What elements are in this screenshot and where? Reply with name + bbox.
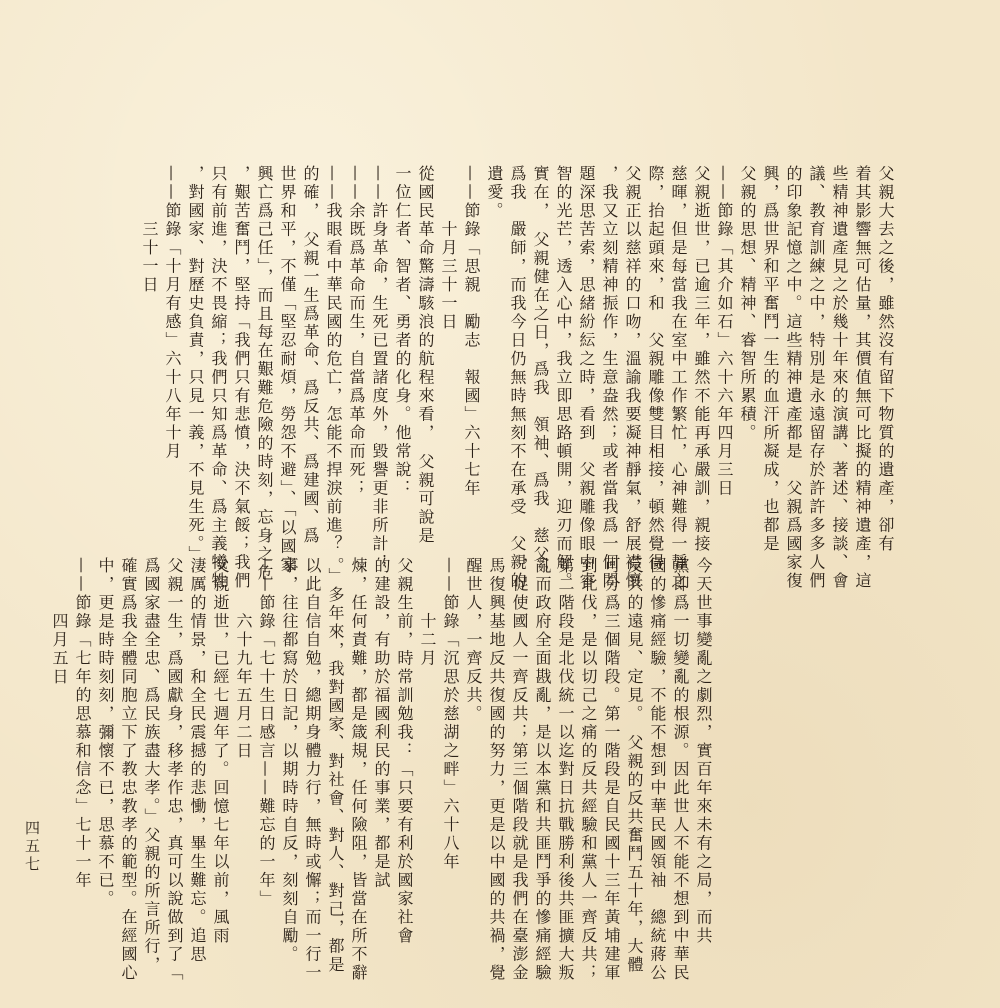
text-line: 議、教育訓練之中，特別是永遠留存於許許多多人們 [807,165,826,591]
top-paragraph-3 [184,165,437,591]
text-line: 以此自信自勉，總期身體力行，無時或懈；而一行一 [303,557,322,983]
text-line: 父親逝世，已經七週年了。回憶七年以前，風雨 [211,557,230,946]
bottom-paragraph-1 [462,557,715,983]
text-line: 。」多年來，我對國家、對社會、對人、對己，都是 [326,557,345,975]
text-line: 確實爲我全體同胞立下了教忠教孝的範型。在經國心 [119,557,138,983]
text-line: 父親逝世，已逾三年，雖然不能再承嚴訓，親接 [692,165,711,554]
bottom-citation-1-date: 十二月 [418,557,437,668]
text-line: 只有前進，決不畏縮；我們只知爲革命、爲主義犧牲 [209,165,228,591]
text-line: 亂而政府全面戡亂，是以本黨和共匪鬥爭的慘痛經驗 [533,557,552,983]
text-line: ，對國家、對歷史負責，只見一義，不見生死。」 [186,165,205,564]
text-line: 父親的思想、精神、睿智所累積。 [738,165,757,443]
top-citation-2-date: 十月三十一日 [439,165,458,332]
text-line: 第二階段是北伐統一以迄對日抗戰勝利後共匪擴大叛 [556,557,575,983]
text-line: ，促使國人一齊反共；第三個階段就是我們在臺澎金 [510,557,529,983]
text-line: 着其影響無可估量，其價值無可比擬的精神遺產，這 [853,165,872,591]
top-text-section [138,165,897,591]
bottom-citation-2-date: 六十九年五月二日 [234,557,253,761]
text-line: 父親大去之後，雖然沒有留下物質的遺產，卻有 [876,165,895,554]
bottom-paragraph-3 [94,557,232,983]
text-line: 題深思苦索，思緒紛紜之時，看到 父親雕像眼中睿 [577,165,596,591]
text-line: 一位仁者、智者、勇者的化身。他常說： [393,165,412,498]
text-line: 到北伐，是以切己之痛的反共經驗和黨人一齊反共； [579,557,598,983]
text-line: 的印象記憶之中。這些精神遺產都是 父親爲國家復 [784,165,803,591]
top-citation-3-date: 三十一日 [140,165,159,295]
bottom-paragraph-2 [278,557,416,983]
text-line: ——許身革命，生死已置諸度外，毀譽更非所計； [370,165,389,572]
text-line: 淒厲的情景，和全民震撼的悲慟，畢生難忘。追思 [188,557,207,964]
bottom-citation-1: ——節錄「沉思於慈湖之畔」六十八年 [441,557,460,872]
top-citation-3: ——節錄「十月有感」六十八年十月 [163,165,182,461]
text-line: 際，抬起頭來，和 父親雕像雙目相接，頓然覺得 [646,165,665,572]
text-line: ，我又立刻精神振作，生意盎然；或者當我爲一個問 [600,165,619,591]
text-line: ——我眼看中華民國的危亡，怎能不捍淚前進？ [324,165,343,554]
text-line: 黨即爲一切變亂的根源。因此世人不能不想到中華民 [671,557,690,983]
text-line: 父親正以慈祥的口吻，溫諭我要凝神靜氣，舒展襟懷 [623,165,642,591]
text-line: 父親一生，爲國獻身，移孝作忠，真可以說做到了「 [165,557,184,983]
top-citation-2: ——節錄「思親 勵志 報國」六十七年 [462,165,481,498]
text-line: ——余既爲革命而生，自當爲革命而死； [347,165,366,498]
text-line: 可分爲三個階段。第一階段是自民國十三年黃埔建軍 [602,557,621,983]
top-paragraph-1 [736,165,897,591]
text-line: 今天世事變亂之劇烈，實百年來未有之局，而共 [694,557,713,946]
text-line: 興亡爲己任」，而且每在艱難危險的時刻，忘身之危 [255,165,274,583]
text-line: 智的光芒，透入心中，我立即思路頓開，迎刃而解。 [554,165,573,591]
text-line: 實在， 父親健在之日，爲我 領袖、爲我 慈父， [531,165,550,583]
text-line: 中，更是時時刻刻，彌懷不已，思慕不已。 [96,557,115,909]
text-line: 的建設，有助於福國利民的事業，都是試 [372,557,391,890]
page-number: 四五七 [23,820,41,874]
text-line: 爲國家盡全忠、爲民族盡大孝。」父親的所言所行， [142,557,161,975]
text-line: 從國民革命驚濤駭浪的航程來看， 父親可說是 [416,165,435,546]
bottom-citation-3-date: 四月五日 [50,557,69,687]
text-line: 爲我 嚴師，而我今日仍無時無刻不在承受 父親的 [508,165,527,591]
text-line: 慈暉，但是每當我在室中工作繁忙，心神難得一靜之 [669,165,688,591]
bottom-text-section [48,557,715,983]
text-line: 事，往往都寫於日記，以期時時自反，刻刻自勵。 [280,557,299,964]
text-line: 些精神遺產見之於幾十年來的演講、著述、接談、會 [830,165,849,591]
text-line: 的確， 父親一生爲革命、爲反共、爲建國、爲 [301,165,320,546]
top-citation-1: ——節錄「其介如石」六十六年四月三日 [715,165,734,498]
text-line: 興，爲世界和平奮鬥一生的血汗所凝成，也都是 [761,165,780,554]
text-line: 反共的遠見、定見。 父親的反共奮鬥五十年，大體 [625,557,644,975]
text-line: 醒世人，一齊反共。 [464,557,483,724]
bottom-citation-2: ——節錄「七十生日感言——難忘的一年」 [257,557,276,909]
text-line: 煉，任何責難，都是箴規，任何險阻，皆當在所不辭 [349,557,368,983]
text-line: 遺愛。 [485,165,504,221]
text-line: ，艱苦奮鬥，堅持「我們只有悲憤，決不氣餒；我們 [232,165,251,591]
text-line: 父親生前，時常訓勉我：「只要有利於國家社會 [395,557,414,946]
text-line: 國的慘痛經驗，不能不想到中華民國領袖 總統蔣公 [648,557,667,983]
bottom-citation-3: ——節錄「七年的思慕和信念」七十一年 [73,557,92,890]
text-line: 馬復興基地反共復國的努力，更是以中國的共禍，覺 [487,557,506,983]
text-line: 世界和平，不僅「堅忍耐煩，勞怨不避」、「以國家 [278,165,297,575]
top-paragraph-2 [483,165,713,591]
